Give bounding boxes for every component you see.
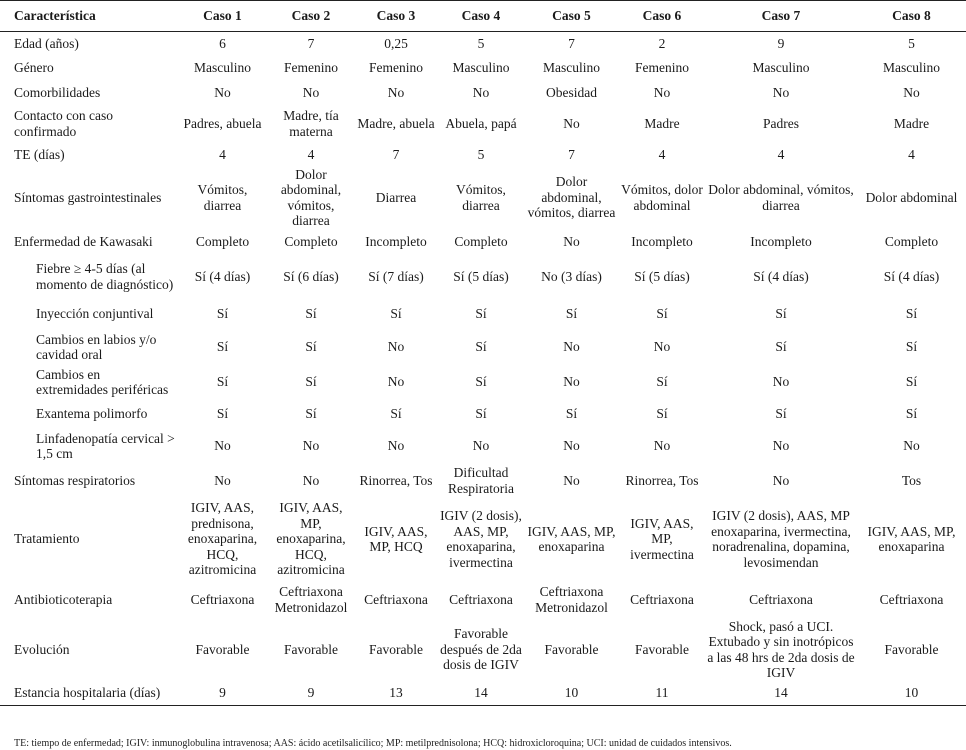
table-cell-case-1: No <box>214 84 231 100</box>
table-cell-case-7: Ceftriaxona <box>749 591 813 607</box>
table-cell-case-3: Rinorrea, Tos <box>359 472 433 488</box>
table-cell-case-3: Incompleto <box>365 233 427 249</box>
table-cell-case-3: No <box>387 374 405 390</box>
table-row <box>0 330 966 365</box>
table-cell-case-5: No <box>563 472 580 488</box>
table-cell-case-1: IGIV, AAS, prednisona, enoxaparina, HCQ, azitromicina <box>187 500 258 578</box>
row-label: Cambios en extremidades periféricas <box>36 366 169 397</box>
table-cell-case-2: Dolor abdominal, vómitos, diarrea <box>280 166 342 228</box>
table-cell-case-5: Ceftriaxona Metronidazol <box>535 584 608 615</box>
table-cell-case-7: Sí <box>775 406 787 422</box>
table-cell-case-8: Sí <box>905 339 918 355</box>
table-cell-case-3: Favorable <box>369 641 423 657</box>
table-cell-case-8: Masculino <box>883 59 940 75</box>
table-cell-case-7: Sí <box>775 306 787 322</box>
table-cell-case-2: 9 <box>268 681 354 706</box>
table-cell-case-5: Obesidad <box>546 84 597 100</box>
table-row <box>0 105 966 143</box>
table-row <box>0 464 966 498</box>
table-cell-case-2: Sí <box>305 374 317 390</box>
table-cell-case-6: 4 <box>658 146 666 162</box>
table-cell-case-4: Dificultad Respiratoria <box>448 465 514 496</box>
row-label: Contacto con caso confirmado <box>14 108 113 139</box>
table-cell-case-2: Completo <box>284 233 338 249</box>
table-cell-case-6: No <box>653 438 671 454</box>
table-row <box>0 32 966 55</box>
table-cell-case-4: Vómitos, diarrea <box>456 182 506 213</box>
row-label: Edad (años) <box>14 35 79 51</box>
table-cell-case-1: No <box>214 438 231 454</box>
table-cell-case-1: Favorable <box>195 641 250 657</box>
row-label: Síntomas gastrointestinales <box>14 189 162 205</box>
table-cell-case-3: No <box>387 438 405 454</box>
row-label: Fiebre ≥ 4-5 días (al momento de diagnóstico) <box>36 261 174 292</box>
table-cell-case-1: Masculino <box>194 59 251 75</box>
table-cell-case-4: Sí <box>475 374 487 390</box>
table-cell-case-2: Favorable <box>284 641 338 657</box>
table-cell-case-5: No <box>563 115 580 131</box>
table-cell-case-8: 10 <box>857 681 966 706</box>
table-cell-case-1: Ceftriaxona <box>190 591 255 607</box>
table-cell-case-1: Completo <box>195 233 250 249</box>
table-cell-case-6: Ceftriaxona <box>630 591 694 607</box>
table-cell-case-1: Sí <box>216 306 229 322</box>
table-cell-case-7: 14 <box>705 681 857 706</box>
table-cell-case-7: 9 <box>777 35 785 51</box>
table-cell-case-5: 10 <box>524 681 619 706</box>
table-cell-case-1: 9 <box>177 681 268 706</box>
table-cell-case-4: IGIV (2 dosis), AAS, MP, enoxaparina, ivermectina <box>440 508 522 570</box>
table-cell-case-3: IGIV, AAS, MP, HCQ <box>364 523 428 554</box>
table-cell-case-7: Sí (4 días) <box>753 268 809 284</box>
table-cell-case-4: 5 <box>477 35 485 51</box>
table-cell-case-1: No <box>214 472 231 488</box>
column-header-case-7: Caso 7 <box>705 1 857 32</box>
table-cell-case-7: 4 <box>777 146 785 162</box>
table-cell-case-5: No <box>563 233 580 249</box>
table-cell-case-5: Sí <box>565 406 578 422</box>
table-cell-case-4: Favorable después de 2da dosis de IGIV <box>440 626 522 673</box>
table-cell-case-4: No <box>472 84 490 100</box>
row-label: Evolución <box>14 641 70 657</box>
table-cell-case-1: 6 <box>219 35 226 51</box>
table-cell-case-6: IGIV, AAS, MP, ivermectina <box>630 515 694 562</box>
table-row <box>0 429 966 464</box>
row-label: Síntomas respiratorios <box>14 472 136 488</box>
table-cell-case-8: Tos <box>901 472 922 488</box>
table-cell-case-7: No <box>772 374 790 390</box>
table-cell-case-8: No <box>903 84 920 100</box>
table-cell-case-1: Sí <box>216 406 229 422</box>
table-row <box>0 55 966 81</box>
table-cell-case-5: Sí <box>565 306 578 322</box>
table-cell-case-8: 4 <box>908 146 915 162</box>
table-cell-case-4: Masculino <box>452 59 510 75</box>
table-cell-case-2: 4 <box>307 146 315 162</box>
table-cell-case-2: Ceftriaxona Metronidazol <box>274 584 348 615</box>
table-row <box>0 229 966 255</box>
row-label: Exantema polimorfo <box>36 406 148 422</box>
column-header-case-6: Caso 6 <box>619 1 705 32</box>
column-header-case-4: Caso 4 <box>438 1 524 32</box>
table-cell-case-1: Vómitos, diarrea <box>197 182 248 213</box>
table-cell-case-7: Padres <box>763 115 799 131</box>
table-cell-case-8: Completo <box>884 233 939 249</box>
table-cell-case-3: 13 <box>354 681 438 706</box>
table-cell-case-4: Sí (5 días) <box>453 268 509 284</box>
table-cell-case-2: Femenino <box>284 59 338 75</box>
table-cell-case-4: Sí <box>475 339 487 355</box>
row-label: Antibioticoterapia <box>14 591 113 607</box>
table-cell-case-6: Femenino <box>635 59 689 75</box>
table-cell-case-1: Sí <box>216 374 229 390</box>
table-cell-case-1: 4 <box>219 146 226 162</box>
row-label: Linfadenopatía cervical > 1,5 cm <box>36 430 175 461</box>
table-row <box>0 167 966 229</box>
column-header-case-8: Caso 8 <box>857 1 966 32</box>
table-row <box>0 81 966 105</box>
table-cell-case-5: Favorable <box>544 641 599 657</box>
table-cell-case-2: No <box>302 438 320 454</box>
table-cell-case-3: 0,25 <box>384 35 408 51</box>
table-cell-case-8: Favorable <box>884 641 939 657</box>
column-header-case-3: Caso 3 <box>354 1 438 32</box>
table-cell-case-8: Sí <box>905 306 918 322</box>
table-cell-case-3: Sí <box>390 406 402 422</box>
table-cell-case-8: Sí (4 días) <box>883 268 940 284</box>
column-header-case-2: Caso 2 <box>268 1 354 32</box>
row-label: Estancia hospitalaria (días) <box>0 681 177 706</box>
table-cell-case-1: Sí <box>216 339 229 355</box>
table-cell-case-3: No <box>387 339 405 355</box>
table-cell-case-6: Sí (5 días) <box>634 268 690 284</box>
row-label: Enfermedad de Kawasaki <box>14 233 153 249</box>
table-cell-case-8: 5 <box>908 35 915 51</box>
table-row <box>0 299 966 330</box>
table-cell-case-4: No <box>472 438 490 454</box>
table-cell-case-8: Sí <box>905 374 918 390</box>
table-cell-case-5: No <box>563 374 580 390</box>
table-cell-case-7: Sí <box>775 339 787 355</box>
column-header-characteristic: Característica <box>0 1 177 32</box>
table-cell-case-7: No <box>772 438 790 454</box>
table-cell-case-4: Ceftriaxona <box>449 591 513 607</box>
table-cell-case-4: Sí <box>475 406 487 422</box>
table-cell-case-2: Sí (6 días) <box>283 268 339 284</box>
table-cell-case-5: IGIV, AAS, MP, enoxaparina <box>527 523 616 554</box>
table-cell-case-6: Sí <box>656 374 668 390</box>
table-cell-case-5: No (3 días) <box>541 268 602 284</box>
table-cell-case-4: Completo <box>454 233 508 249</box>
table-row <box>0 400 966 429</box>
table-cell-case-3: Sí <box>390 306 402 322</box>
table-cell-case-2: No <box>302 472 320 488</box>
row-label: Comorbilidades <box>14 84 101 100</box>
row-label: Tratamiento <box>14 531 80 547</box>
table-row <box>0 581 966 619</box>
table-cell-case-4: 14 <box>438 681 524 706</box>
table-cell-case-5: No <box>563 339 580 355</box>
table-row <box>0 498 966 581</box>
table-cell-case-5: Masculino <box>543 59 600 75</box>
table-cell-case-8: IGIV, AAS, MP, enoxaparina <box>867 523 956 554</box>
table-cell-case-2: No <box>302 84 320 100</box>
table-cell-case-7: Incompleto <box>750 233 812 249</box>
table-cell-case-6: Incompleto <box>631 233 693 249</box>
table-cell-case-4: Abuela, papá <box>445 115 517 131</box>
table-cell-case-1: Sí (4 días) <box>194 268 251 284</box>
row-label: TE (días) <box>14 146 65 162</box>
table-cell-case-6: Madre <box>644 115 680 131</box>
table-cell-case-5: 7 <box>568 146 575 162</box>
table-footnote: TE: tiempo de enfermedad; IGIV: inmunoglobulina intravenosa; AAS: ácido acetilsalicílico; MP: metilprednisolona; HCQ: hidroxicloroquina; UCI: unidad de cuidados intensivos. <box>14 738 732 749</box>
table-cell-case-3: Femenino <box>369 59 423 75</box>
table-cell-case-7: Dolor abdominal, vómitos, diarrea <box>708 182 854 213</box>
table-cell-case-2: 7 <box>307 35 315 51</box>
table-cell-case-7: Shock, pasó a UCI. Extubado y sin inotrópicos a las 48 hrs de 2da dosis de IGIV <box>707 618 855 680</box>
table-cell-case-4: Sí <box>475 306 487 322</box>
header-row <box>0 1 966 32</box>
table-cell-case-3: Sí (7 días) <box>368 268 424 284</box>
column-header-case-5: Caso 5 <box>524 1 619 32</box>
row-label: Inyección conjuntival <box>36 306 154 322</box>
table-cell-case-2: Sí <box>305 339 317 355</box>
table-cell-case-6: Sí <box>656 406 668 422</box>
table-cell-case-6: 11 <box>619 681 705 706</box>
table-cell-case-3: No <box>387 84 405 100</box>
table-cell-case-2: Madre, tía materna <box>283 108 339 139</box>
table-cell-case-8: No <box>903 438 920 454</box>
table-cell-case-3: Ceftriaxona <box>364 591 428 607</box>
table-row <box>0 365 966 400</box>
table-row <box>0 255 966 299</box>
table-cell-case-5: No <box>563 438 580 454</box>
table-cell-case-4: 5 <box>477 146 485 162</box>
table-cell-case-8: Dolor abdominal <box>865 189 958 205</box>
table-cell-case-7: IGIV (2 dosis), AAS, MP enoxaparina, ivermectina, noradrenalina, dopamina, levosimendan <box>711 508 851 570</box>
table-cell-case-3: Madre, abuela <box>357 115 435 131</box>
table-cell-case-8: Sí <box>905 406 918 422</box>
table-cell-case-7: Masculino <box>752 59 810 75</box>
table-cell-case-3: Diarrea <box>375 189 417 205</box>
table-row <box>0 681 966 706</box>
table-row <box>0 619 966 681</box>
table-cell-case-6: Favorable <box>635 641 689 657</box>
table-cell-case-7: No <box>772 84 790 100</box>
table-cell-case-2: Sí <box>305 306 317 322</box>
table-cell-case-7: No <box>772 472 790 488</box>
table-cell-case-6: No <box>653 84 671 100</box>
table-cell-case-2: IGIV, AAS, MP, enoxaparina, HCQ, azitromicina <box>276 500 346 578</box>
table-cell-case-1: Padres, abuela <box>183 115 262 131</box>
table-cell-case-5: Dolor abdominal, vómitos, diarrea <box>527 174 616 221</box>
table-cell-case-8: Madre <box>893 115 930 131</box>
table-cell-case-3: 7 <box>392 146 400 162</box>
table-row <box>0 143 966 167</box>
row-label: Género <box>14 59 54 75</box>
table-cell-case-6: Rinorrea, Tos <box>625 472 699 488</box>
row-label: Cambios en labios y/o cavidad oral <box>36 331 157 362</box>
table-cell-case-6: 2 <box>658 35 666 51</box>
column-header-case-1: Caso 1 <box>177 1 268 32</box>
table-cell-case-8: Ceftriaxona <box>879 591 944 607</box>
table-cell-case-6: Vómitos, dolor abdominal <box>621 182 703 213</box>
table-cell-case-6: No <box>653 339 671 355</box>
table-cell-case-2: Sí <box>305 406 317 422</box>
table-cell-case-6: Sí <box>656 306 668 322</box>
table-cell-case-5: 7 <box>568 35 575 51</box>
